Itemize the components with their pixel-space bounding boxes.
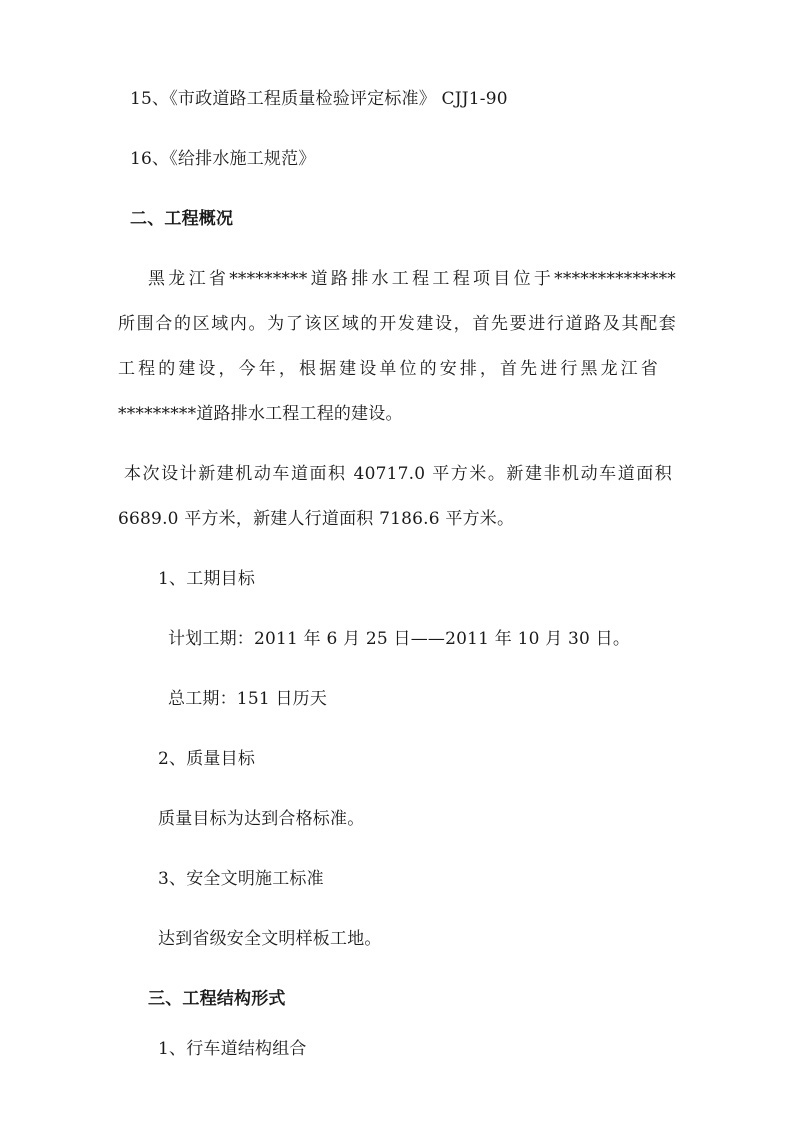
goal-quality-text: 质量目标为达到合格标准。 — [158, 809, 365, 829]
goal-quality-title: 2、质量目标 — [158, 749, 256, 769]
overview-paragraph-1-line-1: 黑龙江省*********道路排水工程工程项目位于************** — [148, 269, 676, 289]
structure-item-roadway: 1、行车道结构组合 — [158, 1039, 307, 1059]
reference-item-15: 15、《市政道路工程质量检验评定标准》 CJJ1-90 — [130, 89, 508, 109]
goal-safety-text: 达到省级安全文明样板工地。 — [158, 929, 382, 949]
overview-paragraph-2-line-1: 本次设计新建机动车道面积 40717.0 平方米。新建非机动车道面积 — [124, 464, 672, 484]
overview-paragraph-2-line-2: 6689.0 平方米，新建人行道面积 7186.6 平方米。 — [118, 509, 515, 529]
section-heading-structure: 三、工程结构形式 — [148, 989, 286, 1009]
goal-schedule-plan: 计划工期：2011 年 6 月 25 日——2011 年 10 月 30 日。 — [168, 629, 631, 649]
overview-paragraph-1-line-2: 所围合的区域内。为了该区域的开发建设，首先要进行道路及其配套 — [118, 314, 676, 334]
overview-paragraph-1-line-4: *********道路排水工程工程的建设。 — [118, 404, 403, 424]
reference-item-16: 16、《给排水施工规范》 — [130, 149, 316, 169]
goal-schedule-total: 总工期：151 日历天 — [168, 689, 328, 709]
overview-paragraph-1-line-3: 工程的建设，今年，根据建设单位的安排，首先进行黑龙江省 — [118, 359, 658, 379]
goal-schedule-title: 1、工期目标 — [158, 569, 256, 589]
section-heading-overview: 二、工程概况 — [130, 209, 234, 229]
goal-safety-title: 3、安全文明施工标准 — [158, 869, 324, 889]
